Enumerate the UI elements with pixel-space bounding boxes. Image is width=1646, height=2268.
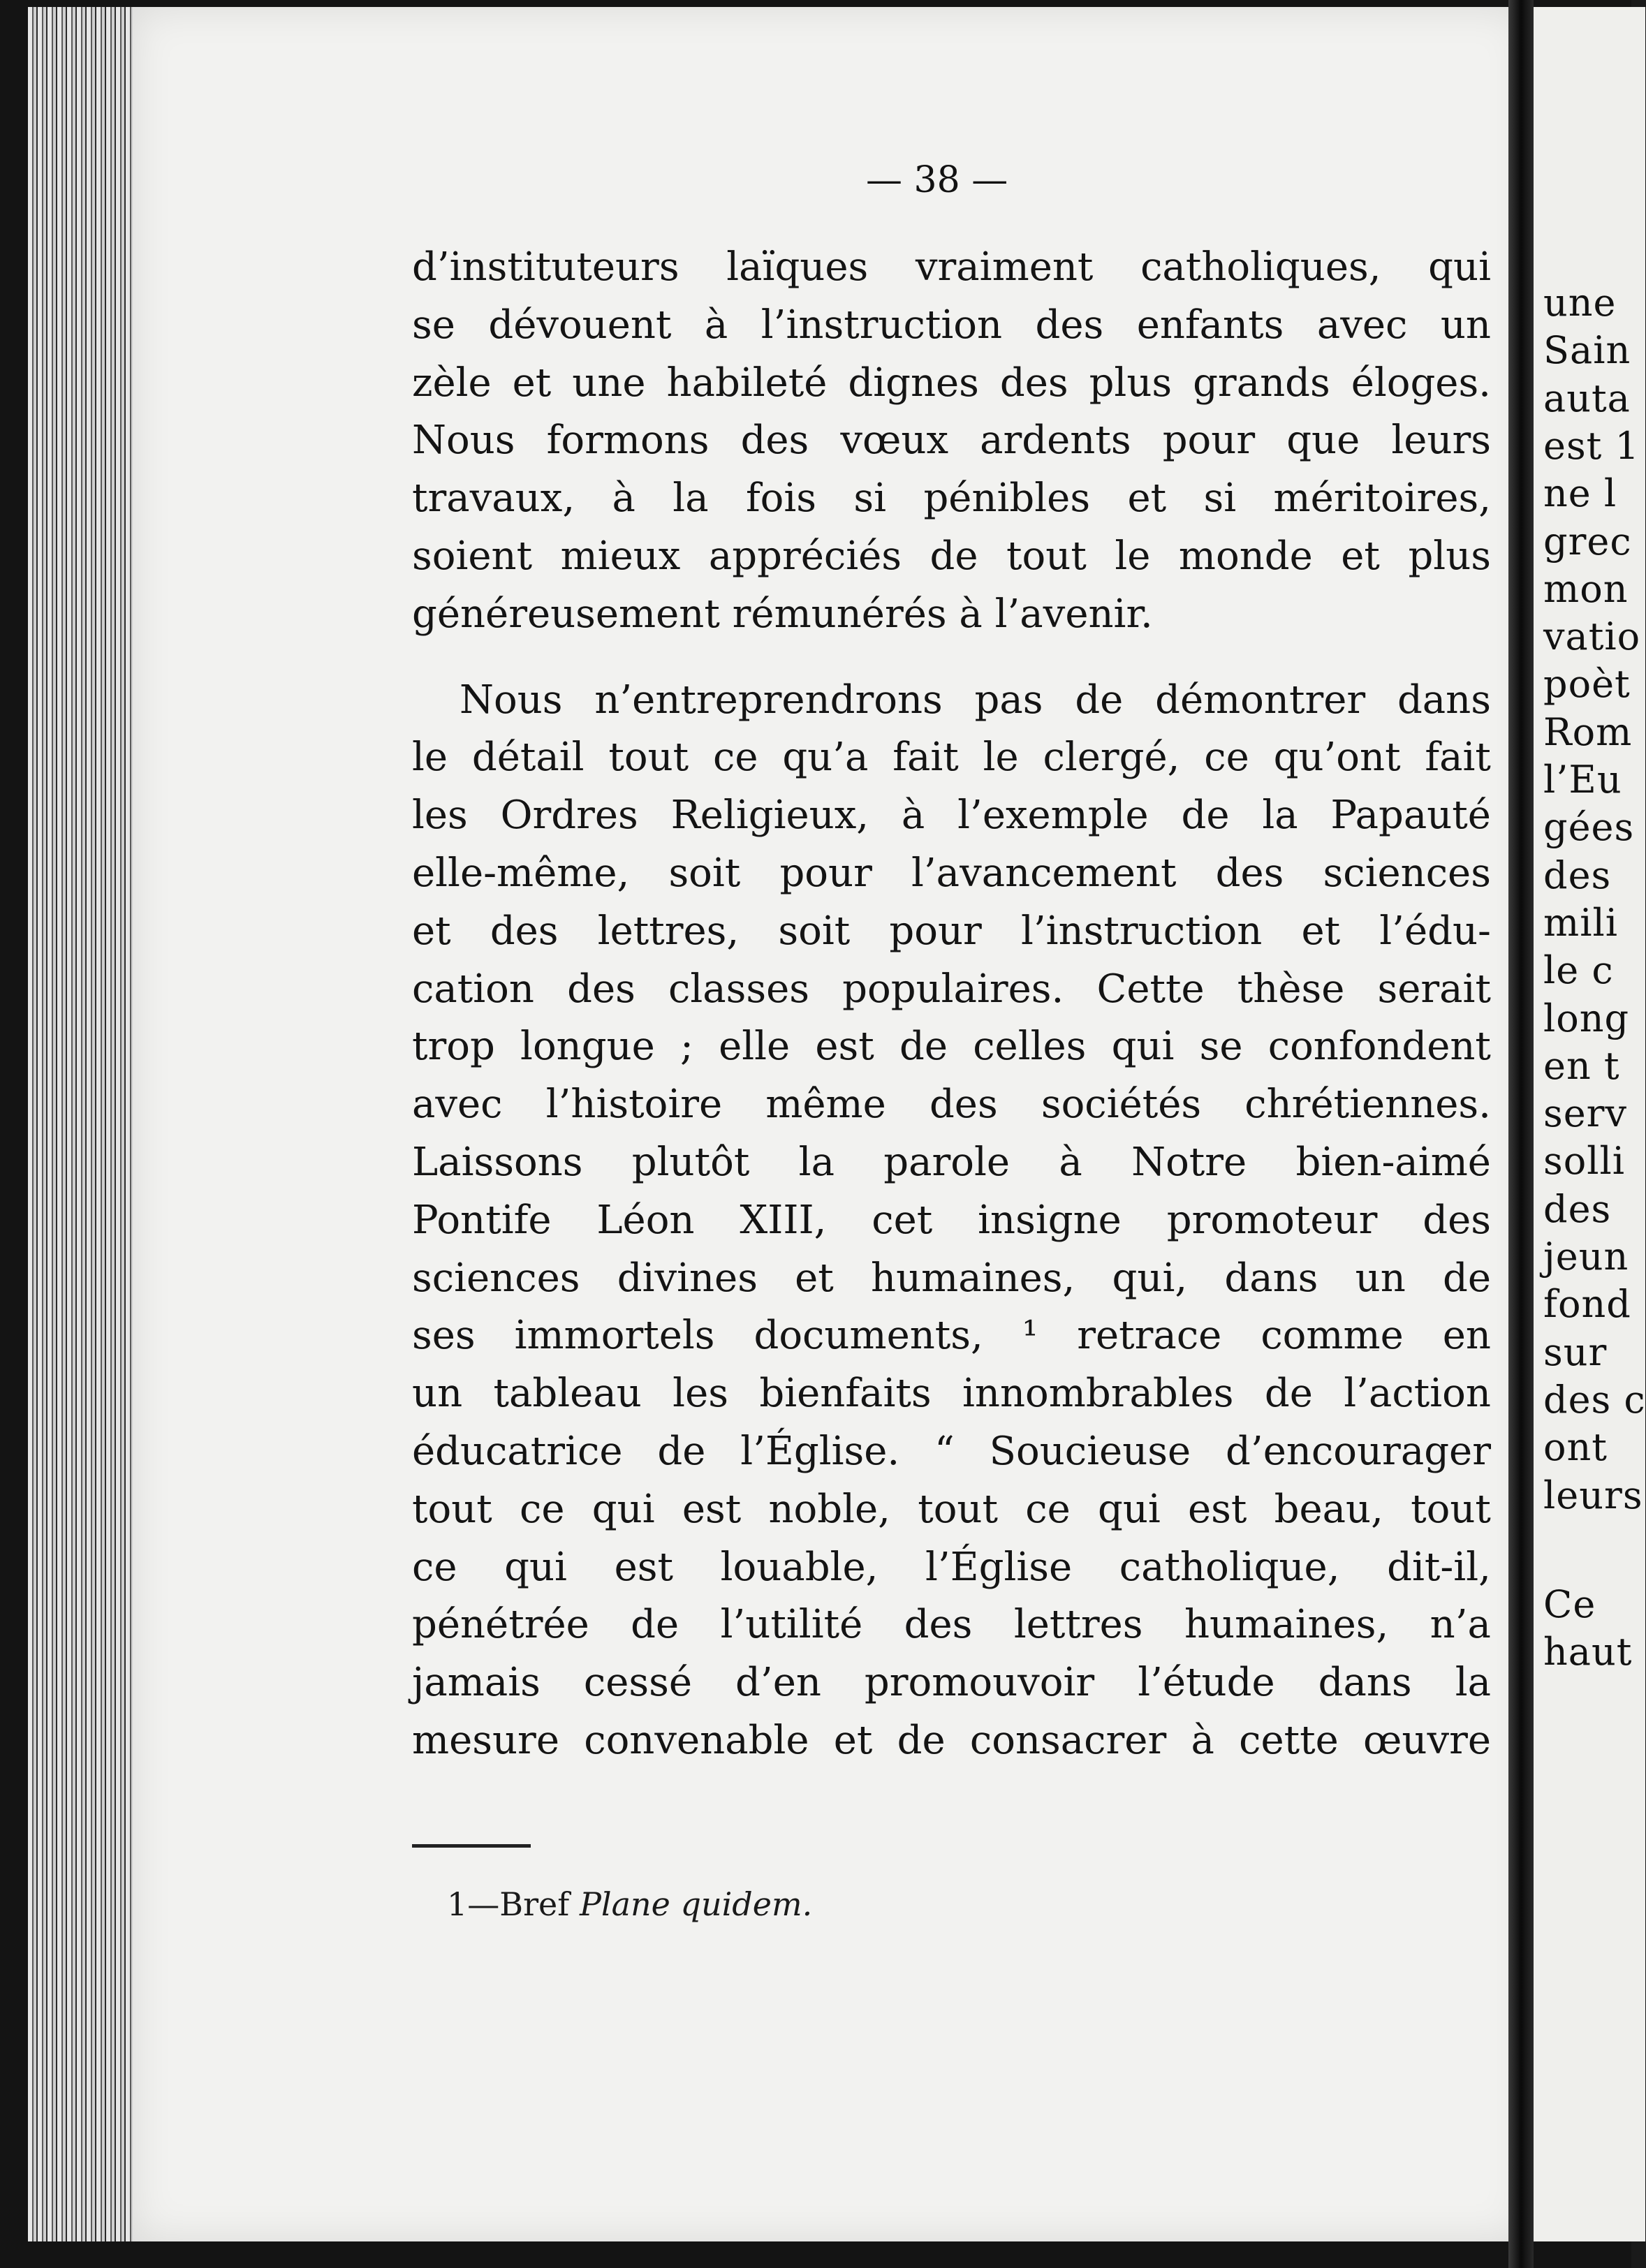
page-edges xyxy=(28,7,147,2241)
text-line: pénétrée de l’utilité des lettres humaines, n’a xyxy=(412,1602,1491,1648)
text-line: les Ordres Religieux, à l’exemple de la Papauté xyxy=(412,793,1491,839)
text-line: trop longue ; elle est de celles qui se confondent xyxy=(412,1024,1491,1070)
body-text xyxy=(412,244,1491,1776)
facing-page-line: grec xyxy=(1543,519,1632,564)
facing-page-line: poèt xyxy=(1543,662,1631,707)
text-line: généreusement rémunérés à l’avenir. xyxy=(412,591,1153,637)
text-line: avec l’histoire même des sociétés chrétiennes. xyxy=(412,1082,1491,1128)
facing-page-line: vatio xyxy=(1543,614,1641,659)
facing-page-line: est 1 xyxy=(1543,423,1640,468)
facing-page-line: mili xyxy=(1543,900,1619,945)
text-line: un tableau les bienfaits innombrables de l’action xyxy=(412,1371,1491,1417)
text-line: tout ce qui est noble, tout ce qui est beau, tout xyxy=(412,1486,1491,1532)
facing-page-line: fond xyxy=(1543,1282,1631,1327)
facing-page-line: Ce xyxy=(1543,1582,1596,1627)
facing-page-line: Sain xyxy=(1543,328,1631,373)
facing-page-line: ont xyxy=(1543,1425,1608,1470)
facing-page-line: auta xyxy=(1543,376,1631,420)
facing-page-line: haut xyxy=(1543,1630,1633,1674)
footnote-title: Plane quidem. xyxy=(579,1885,813,1923)
text-line: zèle et une habileté dignes des plus grands éloges. xyxy=(412,360,1491,406)
footnote-marker: 1—Bref xyxy=(447,1885,570,1923)
text-line: et des lettres, soit pour l’instruction et l’édu- xyxy=(412,908,1491,954)
facing-page-line: Rom xyxy=(1543,709,1633,754)
text-line: soient mieux appréciés de tout le monde et plus xyxy=(412,533,1491,579)
facing-page xyxy=(1534,7,1645,2241)
text-line: sciences divines et humaines, qui, dans un de xyxy=(412,1255,1491,1301)
facing-page-line: solli xyxy=(1543,1139,1626,1184)
text-line: d’instituteurs laïques vraiment catholiques, qui xyxy=(412,244,1491,290)
facing-page-line: leurs xyxy=(1543,1473,1643,1517)
footnote xyxy=(447,1885,812,1923)
page-number: — 38 — xyxy=(866,159,1008,201)
facing-page-line: en t xyxy=(1543,1043,1620,1088)
facing-page-line: ne l xyxy=(1543,471,1617,516)
text-line: Pontife Léon XIII, cet insigne promoteur des xyxy=(412,1197,1491,1243)
facing-page-line: mon xyxy=(1543,566,1629,611)
text-line: cation des classes populaires. Cette thèse serait xyxy=(412,966,1491,1012)
text-line: elle-même, soit pour l’avancement des sciences xyxy=(412,850,1491,896)
text-line: se dévouent à l’instruction des enfants avec un xyxy=(412,302,1491,348)
facing-page-line: le c xyxy=(1543,948,1614,993)
text-line: ses immortels documents, ¹ retrace comme en xyxy=(412,1313,1491,1359)
facing-page-line: sur xyxy=(1543,1330,1608,1374)
text-line: ce qui est louable, l’Église catholique, dit-il, xyxy=(412,1544,1491,1590)
text-line: jamais cessé d’en promouvoir l’étude dans la xyxy=(412,1660,1491,1706)
footnote-rule xyxy=(412,1844,531,1848)
text-line: travaux, à la fois si pénibles et si méritoires, xyxy=(412,476,1491,522)
facing-page-line: des c xyxy=(1543,1377,1646,1422)
text-line: Laissons plutôt la parole à Notre bien-aimé xyxy=(412,1139,1491,1185)
facing-page-line: des xyxy=(1543,1186,1612,1231)
facing-page-line: serv xyxy=(1543,1091,1627,1136)
book-gutter xyxy=(1508,0,1534,2268)
text-line: mesure convenable et de consacrer à cette œuvre xyxy=(412,1717,1491,1763)
facing-page-line: des xyxy=(1543,853,1612,897)
text-line: Nous n’entreprendrons pas de démontrer dans xyxy=(460,677,1491,723)
facing-page-line: gées xyxy=(1543,805,1635,850)
facing-page-line: l’Eu xyxy=(1543,758,1622,802)
text-line: éducatrice de l’Église. “ Soucieuse d’encourager xyxy=(412,1428,1491,1474)
facing-page-line: jeun xyxy=(1543,1235,1629,1279)
text-line: le détail tout ce qu’a fait le clergé, ce qu’ont fait xyxy=(412,735,1491,781)
text-line: Nous formons des vœux ardents pour que leurs xyxy=(412,418,1491,464)
facing-page-line: une xyxy=(1543,281,1617,325)
facing-page-line: long xyxy=(1543,996,1630,1040)
